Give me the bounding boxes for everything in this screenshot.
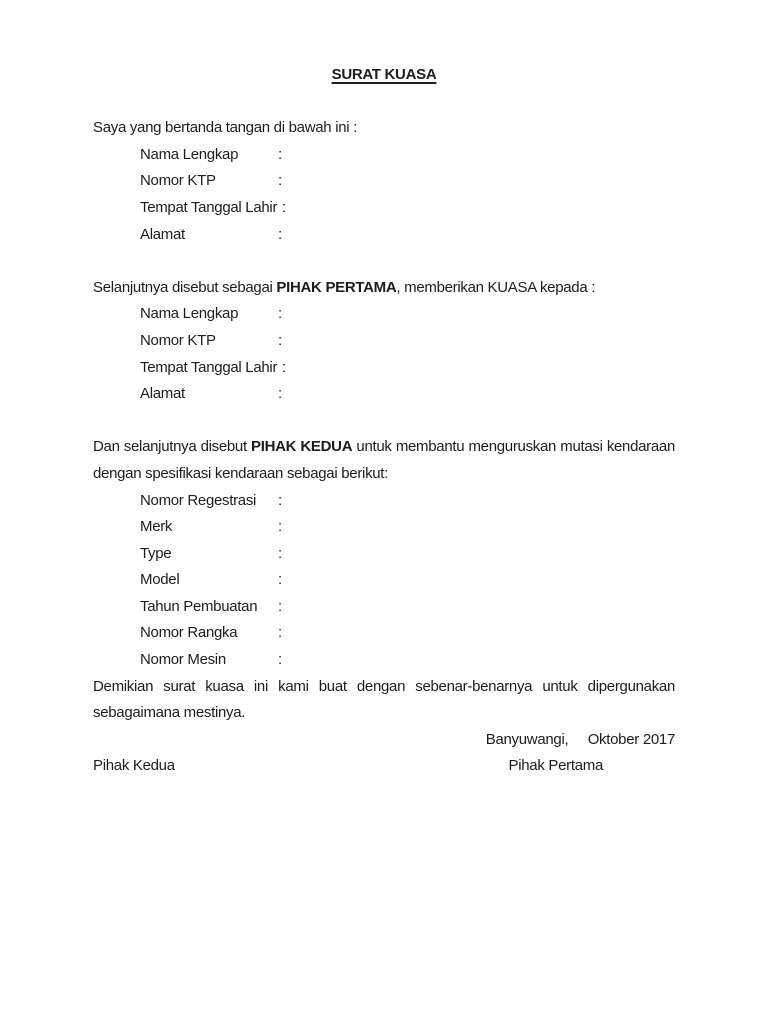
closing-line2: sebagaimana mestinya. — [93, 704, 246, 722]
field-label: Nomor Mesin — [140, 651, 226, 669]
field-row-tahun-pembuatan — [93, 594, 675, 621]
field-colon: : — [278, 597, 282, 615]
dateline: Banyuwangi, Oktober 2017 — [485, 730, 675, 748]
opening-statement: Saya yang bertanda tangan di bawah ini : — [93, 119, 358, 137]
field-label: Alamat — [140, 225, 185, 243]
field-colon: : — [278, 145, 282, 163]
field-row-nomor-mesin — [93, 647, 675, 674]
field-colon: : — [278, 225, 282, 243]
field-colon: : — [278, 624, 282, 642]
field-label: Nomor KTP — [140, 331, 216, 349]
field-label: Tempat Tanggal Lahir — [140, 198, 278, 216]
field-colon: : — [281, 358, 286, 376]
field-colon: : — [278, 518, 282, 536]
signature-row — [93, 753, 675, 780]
field-colon: : — [278, 331, 282, 349]
emphasis-pihak-kedua: PIHAK KEDUA — [251, 438, 353, 456]
field-row-tempat-tanggal-lahir-1 — [93, 195, 675, 222]
signature-pihak-pertama: Pihak Pertama — [508, 757, 603, 775]
spacer — [93, 248, 675, 275]
field-row-merk — [93, 514, 675, 541]
field-label: Tahun Pembuatan — [140, 597, 258, 615]
field-row-nomor-ktp-1 — [93, 168, 675, 195]
field-row-alamat-1 — [93, 222, 675, 249]
field-label: Nomor KTP — [140, 172, 216, 190]
vehicle-intro-line2: dengan spesifikasi kendaraan sebagai berikut: — [93, 464, 389, 482]
vehicle-intro-line1 — [93, 434, 675, 461]
field-row-nama-lengkap-2 — [93, 301, 675, 328]
field-row-nomor-ktp-2 — [93, 328, 675, 355]
field-colon: : — [278, 571, 282, 589]
field-label: Model — [140, 571, 180, 589]
field-row-nomor-rangka — [93, 620, 675, 647]
field-row-nomor-regestrasi — [93, 488, 675, 515]
field-label: Nama Lengkap — [140, 145, 239, 163]
spacer — [93, 408, 675, 435]
field-row-model — [93, 567, 675, 594]
vehicle-intro-pre: Dan selanjutnya disebut — [93, 438, 252, 456]
vehicle-intro-post: untuk membantu menguruskan mutasi kendaraan — [352, 438, 676, 456]
field-label: Nomor Rangka — [140, 624, 238, 642]
field-colon: : — [278, 491, 282, 509]
field-colon: : — [278, 172, 282, 190]
field-row-nama-lengkap-1 — [93, 142, 675, 169]
second-party-intro-post: , memberikan KUASA kepada : — [396, 278, 596, 296]
signature-pihak-kedua: Pihak Kedua — [93, 757, 175, 775]
field-row-tempat-tanggal-lahir-2 — [93, 355, 675, 382]
second-party-intro — [93, 275, 675, 302]
letter-title: SURAT KUASA — [331, 66, 437, 83]
field-colon: : — [278, 385, 282, 403]
field-colon: : — [278, 544, 282, 562]
closing-line1: Demikian surat kuasa ini kami buat dengan sebenar-benarnya untuk dipergunakan — [93, 677, 675, 695]
field-row-alamat-2 — [93, 381, 675, 408]
field-colon: : — [278, 305, 282, 323]
field-label: Merk — [140, 518, 173, 536]
field-label: Tempat Tanggal Lahir — [140, 358, 278, 376]
field-label: Type — [140, 544, 172, 562]
emphasis-pihak-pertama: PIHAK PERTAMA — [276, 278, 397, 296]
field-label: Alamat — [140, 385, 185, 403]
field-row-type — [93, 541, 675, 568]
field-colon: : — [278, 651, 282, 669]
spacer — [93, 89, 675, 116]
second-party-intro-pre: Selanjutnya disebut sebagai — [93, 278, 277, 296]
field-label: Nama Lengkap — [140, 305, 239, 323]
letter-title-line — [93, 62, 675, 89]
field-label: Nomor Regestrasi — [140, 491, 257, 509]
field-colon: : — [281, 198, 286, 216]
